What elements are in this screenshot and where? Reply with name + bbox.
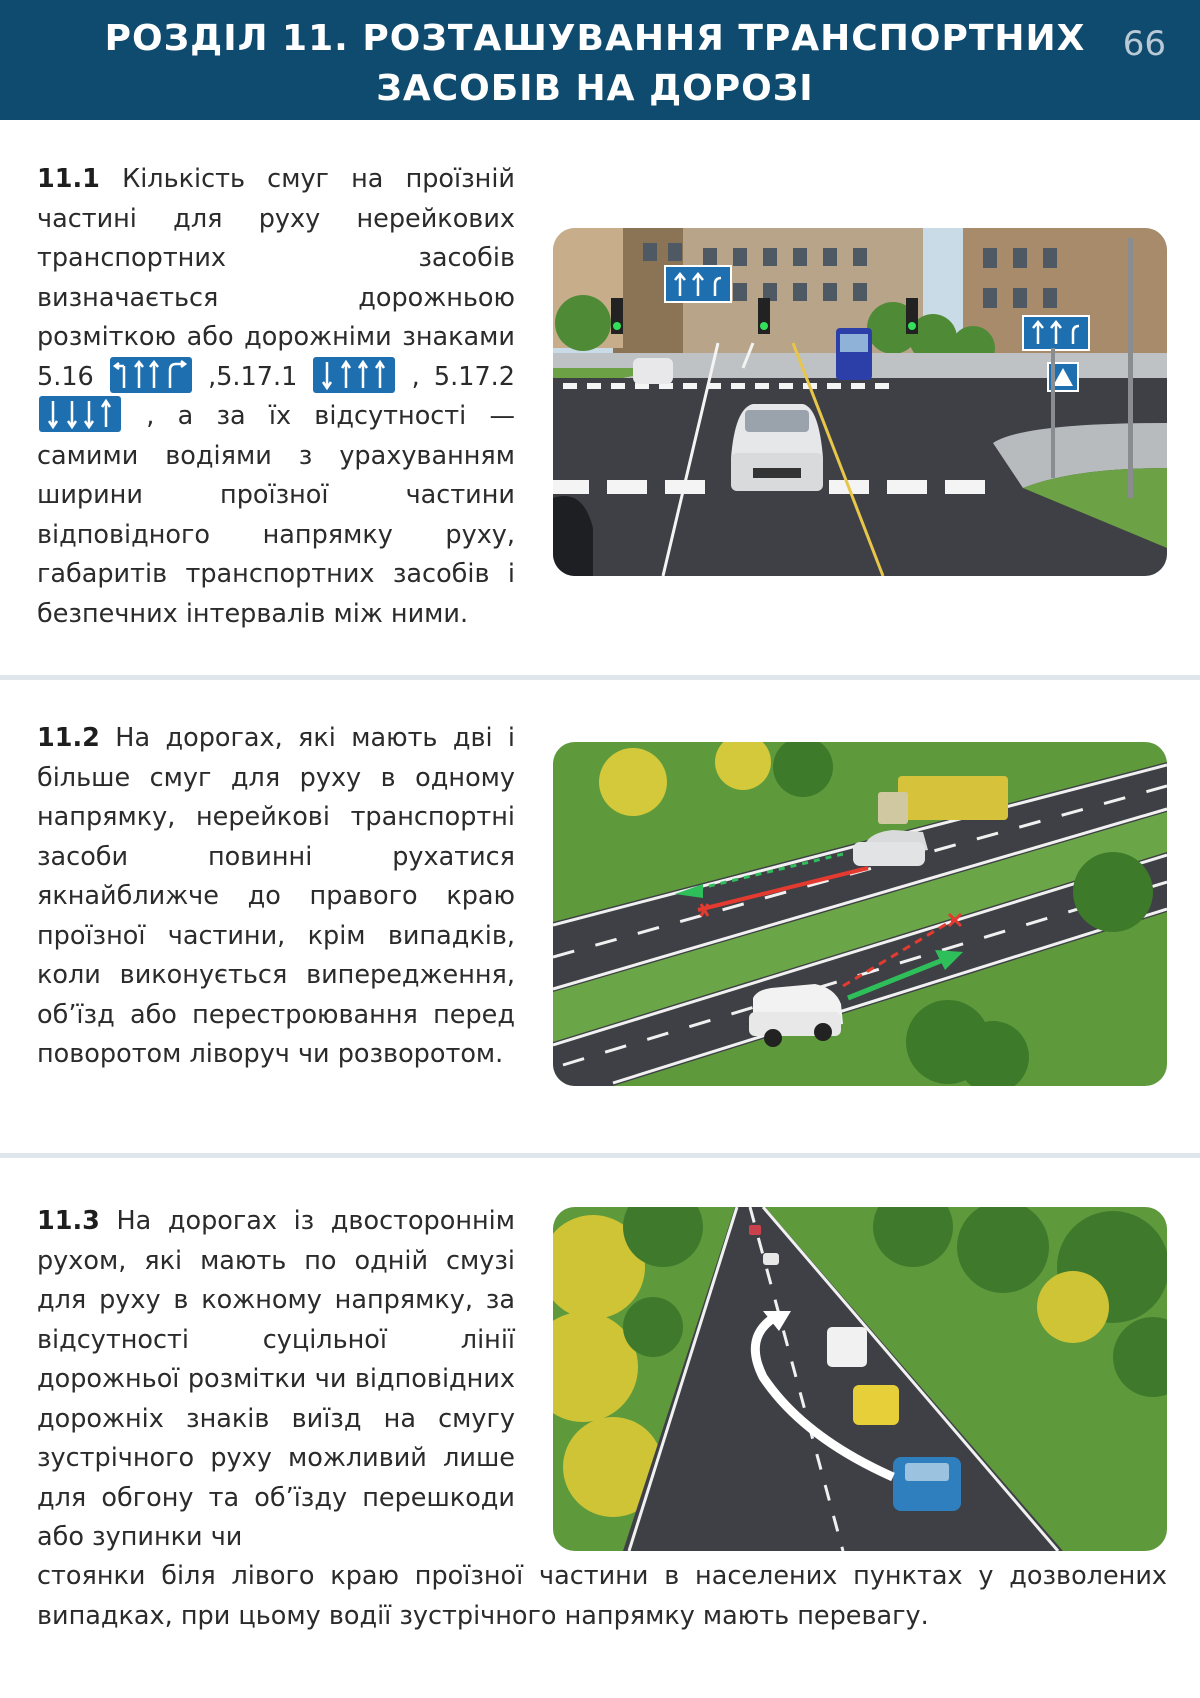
section-number: 11.1 bbox=[37, 164, 100, 194]
chapter-title bbox=[90, 14, 1100, 114]
intersection-illustration bbox=[553, 228, 1167, 576]
chapter-title-line-1: РОЗДІЛ 11. РОЗТАШУВАННЯ ТРАНСПОРТНИХ bbox=[104, 18, 1086, 59]
section-text: , а за їх відсутності — самими водіями з урахуванням ширини проїзної частини відповідного напрямку руху, габаритів транспортних засобів і безпечних інтервалів між ними. bbox=[37, 401, 515, 629]
page-number: 66 bbox=[1122, 24, 1166, 64]
section-text: , bbox=[411, 361, 420, 392]
multilane-road-illustration bbox=[553, 742, 1167, 1086]
section-text: стоянки біля лівого краю проїзної частини в населених пунктах у дозволених випадках, при цьому водії зустрічного напрямку мають перевагу. bbox=[37, 1561, 1167, 1631]
section-number: 11.3 bbox=[37, 1206, 100, 1236]
chapter-title-line-2: ЗАСОБІВ НА ДОРОЗІ bbox=[376, 68, 814, 109]
section-text: 5.17.2 bbox=[433, 361, 515, 392]
section-text: На дорогах із двостороннім рухом, які мають по одній смузі для руху в кожному напрямку, за відсутності суцільної лінії дорожньої розмітки чи відповідних дорожніх знаків виїзд на смугу зустрічного руху можливий лише для обгону та об’їзду перешкоди або зупинки чи bbox=[37, 1206, 515, 1552]
section-11-3-text-full bbox=[37, 1557, 1167, 1636]
section-11-1-text bbox=[37, 160, 515, 634]
section-divider bbox=[0, 675, 1200, 680]
section-11-2-text bbox=[37, 719, 515, 1075]
section-number: 11.2 bbox=[37, 723, 100, 753]
road-sign-5-17-2-icon bbox=[39, 396, 121, 432]
page-header bbox=[0, 0, 1200, 120]
section-divider bbox=[0, 1153, 1200, 1158]
two-lane-road-illustration bbox=[553, 1207, 1167, 1551]
section-11-3-text-wrapped bbox=[37, 1202, 515, 1558]
road-sign-5-17-1-icon bbox=[313, 357, 395, 393]
section-text: ,5.17.1 bbox=[208, 361, 298, 392]
section-text: На дорогах, які мають дві і більше смуг для руху в одному напрямку, нерейкові транспортні засоби повинні рухатися якнайближче до правого краю проїзної частини, крім випадків, коли виконується випередження, об’їзд або перестроювання перед поворотом ліворуч чи розворотом. bbox=[37, 723, 516, 1069]
section-text: Кількість смуг на проїзній частині для руху нерейкових транспортних засобів визначається дорожньою розміткою або дорожніми знаками 5.16 bbox=[37, 164, 516, 392]
road-sign-5-16-icon bbox=[110, 357, 192, 393]
